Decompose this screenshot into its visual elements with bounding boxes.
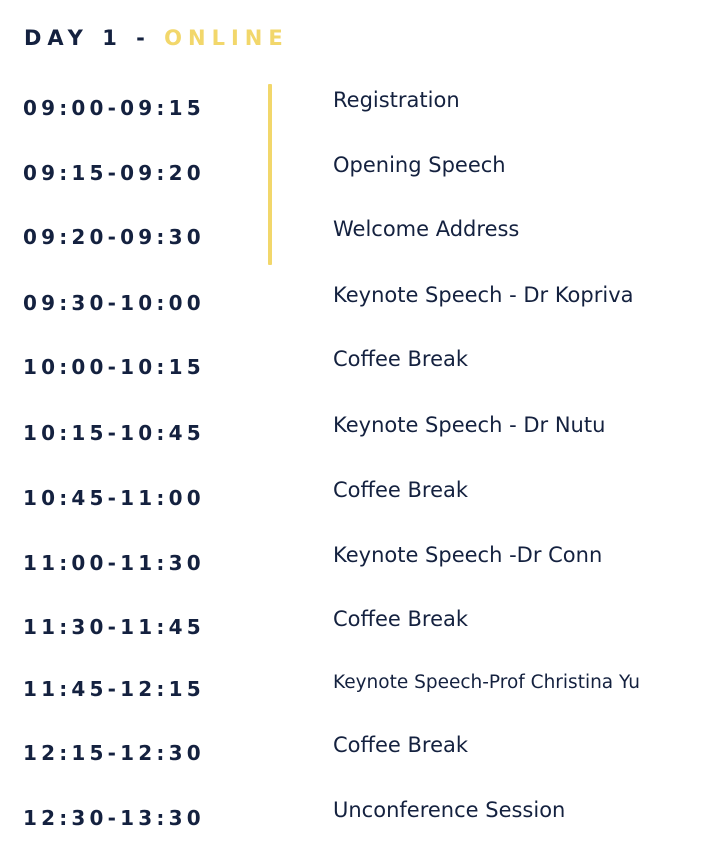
event-title: Coffee Break xyxy=(333,607,469,631)
schedule-row xyxy=(0,607,720,647)
event-title: Opening Speech xyxy=(333,153,506,177)
event-title: Keynote Speech - Dr Nutu xyxy=(333,413,606,437)
event-title: Welcome Address xyxy=(333,217,520,241)
event-title: Keynote Speech -Dr Conn xyxy=(333,543,603,567)
time-slot: 10:45-11:00 xyxy=(23,486,205,510)
schedule-row xyxy=(0,798,720,838)
event-title: Coffee Break xyxy=(333,733,469,757)
event-title: Keynote Speech-Prof Christina Yu xyxy=(333,672,640,693)
schedule-row xyxy=(0,478,720,518)
event-title: Coffee Break xyxy=(333,478,469,502)
schedule-row xyxy=(0,669,720,709)
mode-label: ONLINE xyxy=(164,26,289,50)
time-slot: 12:15-12:30 xyxy=(23,741,205,765)
schedule-row xyxy=(0,217,720,257)
schedule-row xyxy=(0,543,720,583)
time-slot: 09:00-09:15 xyxy=(23,96,205,120)
schedule-row xyxy=(0,88,720,128)
time-slot: 09:20-09:30 xyxy=(23,225,205,249)
schedule-row xyxy=(0,283,720,323)
time-slot: 09:15-09:20 xyxy=(23,161,205,185)
heading-separator: - xyxy=(122,26,165,50)
event-title: Registration xyxy=(333,88,460,112)
time-slot: 11:00-11:30 xyxy=(23,551,205,575)
schedule-row xyxy=(0,413,720,453)
time-slot: 12:30-13:30 xyxy=(23,806,205,830)
time-slot: 09:30-10:00 xyxy=(23,291,205,315)
event-title: Coffee Break xyxy=(333,347,469,371)
schedule-row xyxy=(0,733,720,773)
event-title: Keynote Speech - Dr Kopriva xyxy=(333,283,634,307)
day-label: DAY 1 xyxy=(24,26,123,50)
time-slot: 11:30-11:45 xyxy=(23,615,205,639)
event-title: Unconference Session xyxy=(333,798,566,822)
time-slot: 10:15-10:45 xyxy=(23,421,205,445)
schedule-row xyxy=(0,153,720,193)
time-slot: 11:45-12:15 xyxy=(23,677,205,701)
schedule-row xyxy=(0,347,720,387)
time-slot: 10:00-10:15 xyxy=(23,355,205,379)
